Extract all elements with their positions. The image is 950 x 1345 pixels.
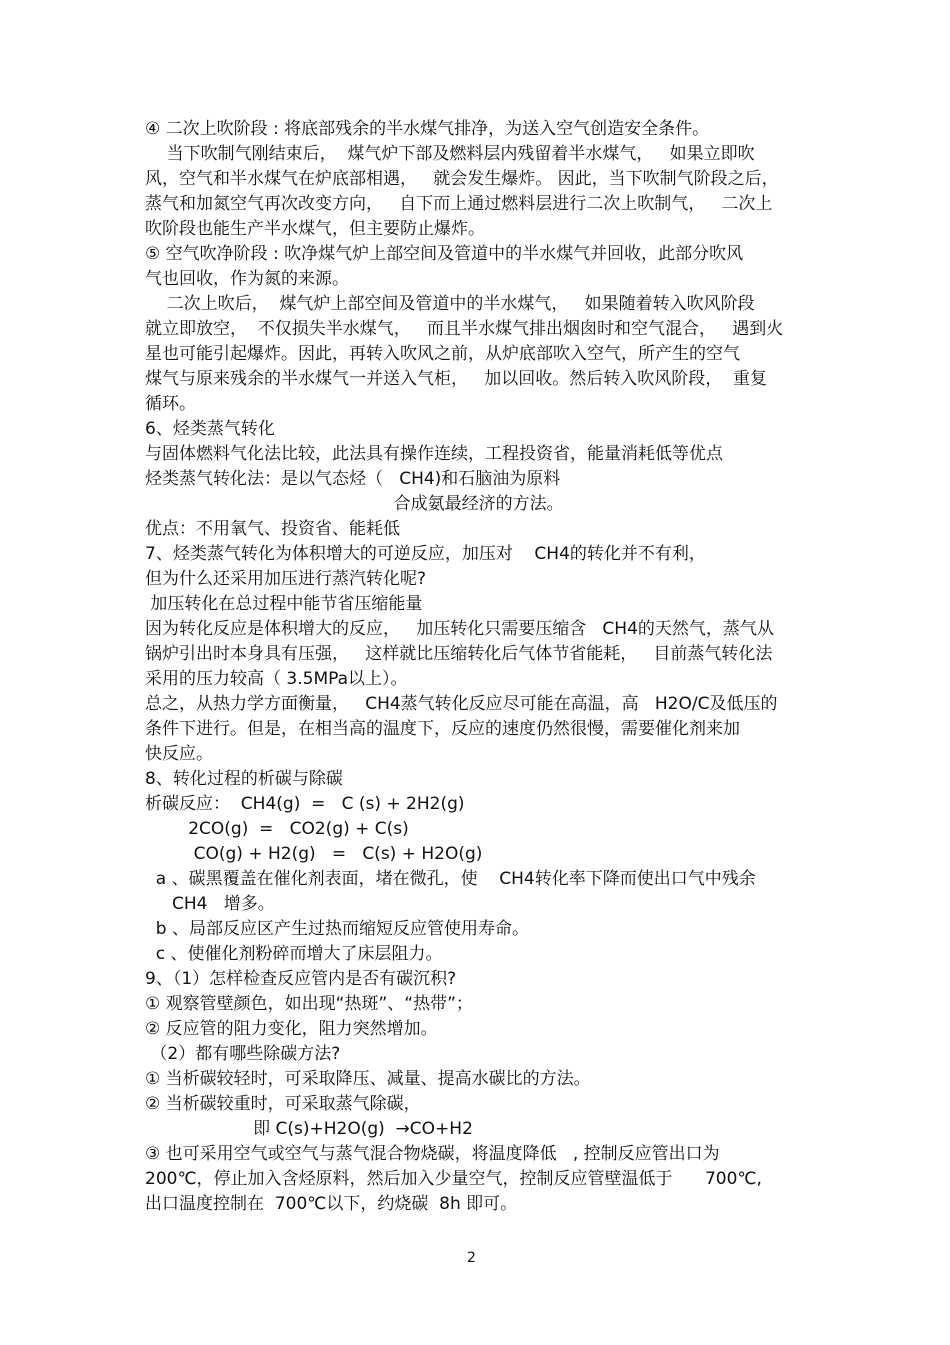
page-number: 2 <box>467 1250 476 1266</box>
text-line: 吹阶段也能生产半水煤气，但主要防止爆炸。 <box>145 219 485 239</box>
text-line: 优点：不用氧气、投资省、能耗低 <box>145 519 400 539</box>
text-line: 循环。 <box>145 394 196 414</box>
text-line: 蒸气和加氮空气再次改变方向， 自下而上通过燃料层进行二次上吹制气， 二次上 <box>145 194 773 214</box>
section-heading: 9、（1）怎样检查反应管内是否有碳沉积? <box>145 969 457 989</box>
text-line: 烃类蒸气转化法：是以气态烃（ CH4)和石脑油为原料 <box>145 469 561 489</box>
text-line: 总之，从热力学方面衡量， CH4蒸气转化反应尽可能在高温，高 H2O/C及低压的 <box>145 694 778 714</box>
text-line: 煤气与原来残余的半水煤气一并送入气柜， 加以回收。然后转入吹风阶段， 重复 <box>145 369 768 389</box>
text-line: 出口温度控制在 700℃以下，约烧碳 8h 即可。 <box>145 1194 518 1214</box>
text-line: ② 反应管的阻力变化，阻力突然增加。 <box>145 1019 438 1039</box>
text-line: ① 当析碳较轻时，可采取降压、减量、提高水碳比的方法。 <box>145 1069 591 1089</box>
equation-line: 析碳反应： CH4(g) = C (s) + 2H2(g) <box>145 794 465 814</box>
text-line: 加压转化在总过程中能节省压缩能量 <box>145 594 423 614</box>
text-line: a 、碳黑覆盖在催化剂表面，堵在微孔，使 CH4转化率下降而使出口气中残余 <box>145 869 756 889</box>
text-line: （2）都有哪些除碳方法? <box>145 1044 341 1064</box>
equation-line: CO(g) + H2(g) = C(s) + H2O(g) <box>145 844 483 864</box>
equation-line: 2CO(g) = CO2(g) + C(s) <box>145 819 409 839</box>
text-line: 锅炉引出时本身具有压强， 这样就比压缩转化后气体节省能耗， 目前蒸气转化法 <box>145 644 773 664</box>
section-heading: 8、转化过程的析碳与除碳 <box>145 769 343 789</box>
text-line: ③ 也可采用空气或空气与蒸气混合物烧碳，将温度降低 , 控制反应管出口为 <box>145 1144 720 1164</box>
text-line: 星也可能引起爆炸。因此，再转入吹风之前，从炉底部吹入空气，所产生的空气 <box>145 344 740 364</box>
text-line: 因为转化反应是体积增大的反应， 加压转化只需要压缩含 CH4的天然气，蒸气从 <box>145 619 774 639</box>
text-line: 就立即放空， 不仅损失半水煤气， 而且半水煤气排出烟囱时和空气混合， 遇到火 <box>145 319 784 339</box>
section-heading: 7、烃类蒸气转化为体积增大的可逆反应，加压对 CH4的转化并不有利， <box>145 544 706 564</box>
text-line: 气也回收，作为氮的来源。 <box>145 269 349 289</box>
section-heading: 6、烃类蒸气转化 <box>145 419 275 439</box>
text-line: ② 当析碳较重时，可采取蒸气除碳， <box>145 1094 421 1114</box>
text-line: ⑤ 空气吹净阶段 : 吹净煤气炉上部空间及管道中的半水煤气并回收，此部分吹风 <box>145 244 744 264</box>
text-line: ① 观察管壁颜色，如出现“热斑”、“热带”； <box>145 994 473 1014</box>
text-line: 二次上吹后， 煤气炉上部空间及管道中的半水煤气， 如果随着转入吹风阶段 <box>145 294 755 314</box>
text-line: 200℃，停止加入含烃原料，然后加入少量空气，控制反应管壁温低于 700℃, <box>145 1169 762 1189</box>
text-line: 风，空气和半水煤气在炉底部相遇， 就会发生爆炸。 因此，当下吹制气阶段之后， <box>145 169 779 189</box>
text-line: ④ 二次上吹阶段 : 将底部残余的半水煤气排净，为送入空气创造安全条件。 <box>145 119 710 139</box>
text-line: 合成氨最经济的方法。 <box>145 494 564 514</box>
text-line: 条件下进行。但是，在相当高的温度下，反应的速度仍然很慢，需要催化剂来加 <box>145 719 740 739</box>
text-line: 与固体燃料气化法比较，此法具有操作连续，工程投资省，能量消耗低等优点 <box>145 444 723 464</box>
text-line: 当下吹制气刚结束后， 煤气炉下部及燃料层内残留着半水煤气， 如果立即吹 <box>145 144 755 164</box>
text-line: 但为什么还采用加压进行蒸汽转化呢? <box>145 569 427 589</box>
text-line: 快反应。 <box>145 744 213 764</box>
text-line: b 、局部反应区产生过热而缩短反应管使用寿命。 <box>145 919 530 939</box>
text-line: 采用的压力较高（ 3.5MPa以上）。 <box>145 669 408 689</box>
text-line: c 、使催化剂粉碎而增大了床层阻力。 <box>145 944 443 964</box>
equation-line: 即 C(s)+H2O(g) →CO+H2 <box>145 1119 473 1139</box>
text-line: CH4 增多。 <box>145 894 275 914</box>
